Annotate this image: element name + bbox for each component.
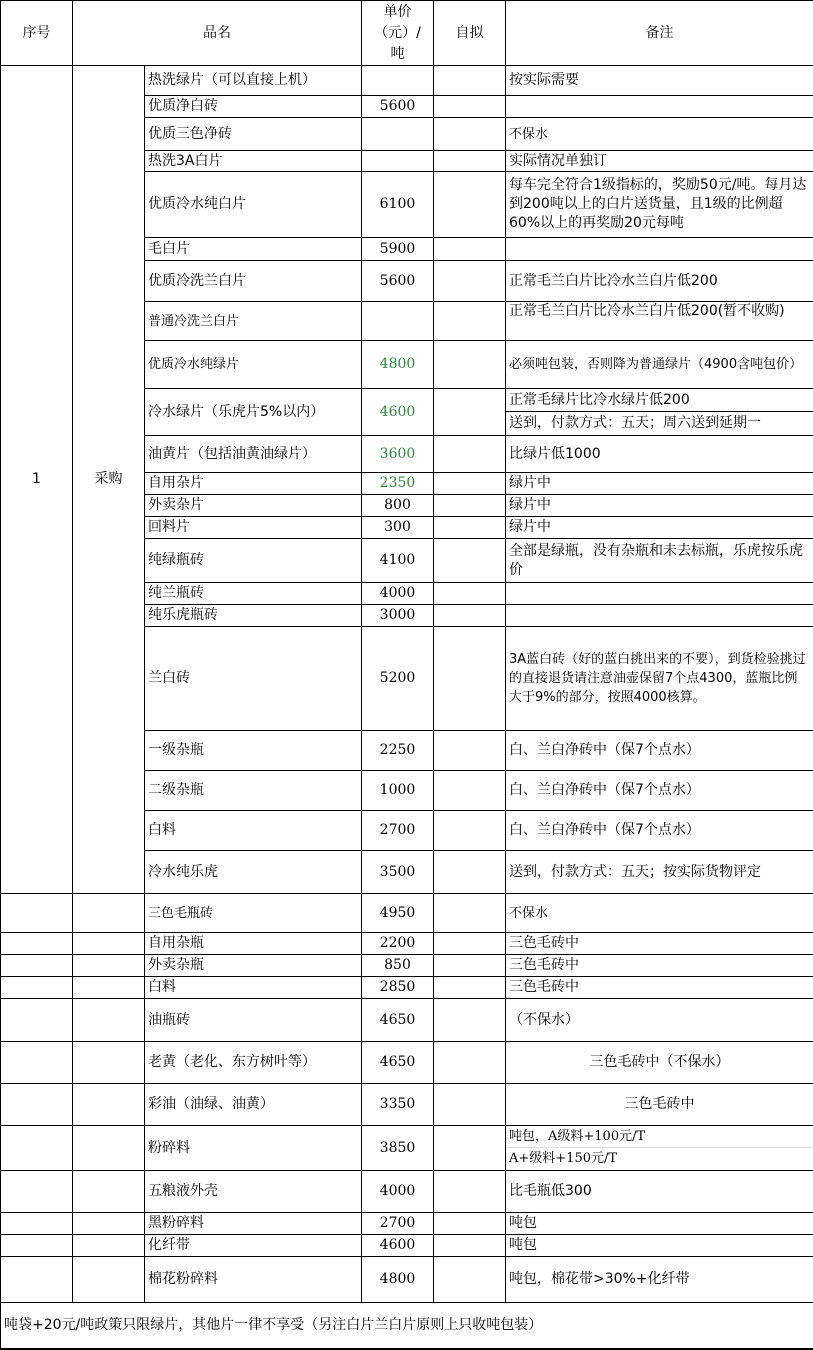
item-price: 2200: [362, 933, 434, 955]
item-self: [434, 341, 506, 389]
item-self: [434, 851, 506, 894]
header-price-line3: 吨: [390, 45, 405, 62]
seq-cell: [1, 1235, 73, 1257]
item-self: [434, 1126, 506, 1171]
item-price: 2850: [362, 977, 434, 999]
seq-cell: [1, 933, 73, 955]
item-price: 5600: [362, 96, 434, 118]
table-row: [1, 66, 813, 96]
item-note: 三色毛砖中（不保水）: [506, 1042, 813, 1084]
item-note: 送到，付款方式：五天；按实际货物评定: [506, 851, 813, 894]
item-name: 冷水纯乐虎: [145, 851, 362, 894]
category-cell: [73, 1257, 145, 1303]
table-row: [1, 933, 813, 955]
item-name: 自用杂片: [145, 473, 362, 495]
item-price: 4800: [362, 1257, 434, 1303]
item-note: 白、兰白净砖中（保7个点水）: [506, 731, 813, 771]
item-self: [434, 517, 506, 539]
item-note: 绿片中: [506, 473, 813, 495]
item-price: [362, 66, 434, 96]
item-name: 普通冷洗兰白片: [145, 302, 362, 341]
item-note: [506, 96, 813, 118]
seq-cell: [1, 999, 73, 1042]
category-cell: [73, 1126, 145, 1171]
table-row: [1, 999, 813, 1042]
item-note: 吨包: [506, 1213, 813, 1235]
item-name: 油瓶砖: [145, 999, 362, 1042]
item-name: 外卖杂瓶: [145, 955, 362, 977]
item-name: 纯兰瓶砖: [145, 583, 362, 605]
item-price: 2700: [362, 811, 434, 851]
item-self: [434, 955, 506, 977]
item-self: [434, 894, 506, 933]
item-price: 3500: [362, 851, 434, 894]
item-name: 外卖杂片: [145, 495, 362, 517]
item-price: 2250: [362, 731, 434, 771]
item-note-line1: 正常毛绿片比冷水绿片低200: [506, 389, 813, 412]
item-self: [434, 495, 506, 517]
seq-cell: [1, 955, 73, 977]
item-note-line2: 送到，付款方式：五天；周六送到延期一: [509, 415, 761, 431]
item-price: 4100: [362, 539, 434, 583]
item-self: [434, 1235, 506, 1257]
seq-cell: [1, 894, 73, 933]
item-name: 优质冷水纯白片: [145, 172, 362, 238]
item-name: 粉碎料: [145, 1126, 362, 1171]
item-price: 4600: [362, 389, 434, 436]
category-cell: [73, 933, 145, 955]
item-name: 彩油（油绿、油黄）: [145, 1084, 362, 1126]
item-price: [362, 118, 434, 151]
header-name: 品名: [73, 1, 362, 66]
item-name: 白料: [145, 811, 362, 851]
item-note-line2: A+级料+150元/T: [509, 1151, 618, 1166]
item-price: 4000: [362, 1171, 434, 1213]
item-name: 冷水绿片（乐虎片5%以内）: [145, 389, 362, 436]
table-row: [1, 1042, 813, 1084]
item-name: 毛白片: [145, 238, 362, 261]
table-row: [1, 977, 813, 999]
item-self: [434, 261, 506, 302]
item-note: 吨包，棉花带>30%+化纤带: [506, 1257, 813, 1303]
item-price: 2700: [362, 1213, 434, 1235]
header-note: 备注: [506, 1, 813, 66]
table-row: [1, 1213, 813, 1235]
item-self: [434, 66, 506, 96]
item-note: 比毛瓶低300: [506, 1171, 813, 1213]
category-cell: [73, 1084, 145, 1126]
item-name: 优质净白砖: [145, 96, 362, 118]
item-self: [434, 627, 506, 731]
item-self: [434, 389, 506, 436]
item-price: 3600: [362, 436, 434, 473]
item-self: [434, 605, 506, 627]
item-name: 热洗绿片（可以直接上机）: [145, 66, 362, 96]
item-note: 每车完全符合1级指标的，奖励50元/吨。每月达到200吨以上的白片送货量，且1级的比例超60%以上的再奖励20元每吨: [506, 172, 813, 238]
table-row: [1, 1126, 813, 1171]
item-note: 白、兰白净砖中（保7个点水）: [506, 811, 813, 851]
item-name: 优质三色净砖: [145, 118, 362, 151]
seq-cell: [1, 1084, 73, 1126]
item-self: [434, 302, 506, 341]
item-price: 1000: [362, 771, 434, 811]
item-name: 二级杂瓶: [145, 771, 362, 811]
item-name: 优质冷水纯绿片: [145, 341, 362, 389]
item-note: 三色毛砖中: [506, 955, 813, 977]
item-self: [434, 118, 506, 151]
item-name: 黑粉碎料: [145, 1213, 362, 1235]
item-self: [434, 999, 506, 1042]
item-note: [506, 389, 813, 436]
item-self: [434, 977, 506, 999]
item-price: 4650: [362, 999, 434, 1042]
item-price: 850: [362, 955, 434, 977]
table-row: [1, 955, 813, 977]
seq-cell: 1: [1, 66, 73, 894]
item-note: 必须吨包装，否则降为普通绿片（4900含吨包价）: [506, 341, 813, 389]
item-name: 纯绿瓶砖: [145, 539, 362, 583]
item-price: [362, 302, 434, 341]
item-note: 实际情况单独订: [506, 151, 813, 172]
item-self: [434, 731, 506, 771]
seq-cell: [1, 1171, 73, 1213]
item-self: [434, 811, 506, 851]
seq-cell: [1, 1257, 73, 1303]
item-price: 2350: [362, 473, 434, 495]
item-self: [434, 436, 506, 473]
item-note-text: 正常毛兰白片比冷水兰白片低200(暂不收购): [509, 303, 785, 319]
item-self: [434, 583, 506, 605]
item-self: [434, 539, 506, 583]
item-note: 三色毛砖中: [506, 1084, 813, 1126]
item-name: 兰白砖: [145, 627, 362, 731]
item-name: 热洗3A白片: [145, 151, 362, 172]
item-self: [434, 96, 506, 118]
item-price: 5200: [362, 627, 434, 731]
table-row: [1, 1257, 813, 1303]
item-name: 一级杂瓶: [145, 731, 362, 771]
item-note: 三色毛砖中: [506, 977, 813, 999]
item-note: （不保水）: [506, 999, 813, 1042]
item-self: [434, 1084, 506, 1126]
header-price-line2: （元）/: [374, 24, 421, 41]
category-cell: [73, 999, 145, 1042]
item-note: [506, 1126, 813, 1171]
header-row: [1, 1, 813, 66]
item-name: 五粮液外壳: [145, 1171, 362, 1213]
category-cell: [73, 1235, 145, 1257]
item-name: 棉花粉碎料: [145, 1257, 362, 1303]
item-note: 不保水: [506, 118, 813, 151]
item-note: [506, 583, 813, 605]
item-self: [434, 933, 506, 955]
item-note: 比绿片低1000: [506, 436, 813, 473]
item-self: [434, 1042, 506, 1084]
item-note: 绿片中: [506, 495, 813, 517]
item-name: 老黄（老化、东方树叶等）: [145, 1042, 362, 1084]
item-name: 化纤带: [145, 1235, 362, 1257]
item-note: 3A蓝白砖（好的蓝白挑出来的不要），到货检验挑过的直接退货请注意油壶保留7个点4300，蓝瓶比例大于9%的部分，按照4000核算。: [506, 627, 813, 731]
item-self: [434, 771, 506, 811]
seq-cell: [1, 977, 73, 999]
item-price: 6100: [362, 172, 434, 238]
item-note-line1: 吨包，A级料+100元/T: [506, 1126, 813, 1148]
item-name: 回料片: [145, 517, 362, 539]
header-price: [362, 1, 434, 66]
item-price: 800: [362, 495, 434, 517]
item-note: [506, 302, 813, 341]
category-cell: [73, 977, 145, 999]
item-note: [506, 238, 813, 261]
item-note: 吨包: [506, 1235, 813, 1257]
item-name: 白料: [145, 977, 362, 999]
item-self: [434, 1257, 506, 1303]
table-row: [1, 1171, 813, 1213]
item-note: 三色毛砖中: [506, 933, 813, 955]
footer-row: [1, 1303, 813, 1349]
item-price: 4950: [362, 894, 434, 933]
item-note: 按实际需要: [506, 66, 813, 96]
item-price: 3850: [362, 1126, 434, 1171]
item-price: 4000: [362, 583, 434, 605]
item-price: 5600: [362, 261, 434, 302]
table-row: [1, 1084, 813, 1126]
item-note: 正常毛兰白片比冷水兰白片低200: [506, 261, 813, 302]
header-seq: 序号: [1, 1, 73, 66]
header-self: 自拟: [434, 1, 506, 66]
item-self: [434, 238, 506, 261]
table-row: [1, 894, 813, 933]
header-price-line1: 单价: [383, 3, 412, 20]
item-note: 全部是绿瓶，没有杂瓶和未去标瓶，乐虎按乐虎价: [506, 539, 813, 583]
item-name: 油黄片（包括油黄油绿片）: [145, 436, 362, 473]
item-note: 绿片中: [506, 517, 813, 539]
item-price: 3000: [362, 605, 434, 627]
item-price: 4650: [362, 1042, 434, 1084]
category-cell: [73, 1213, 145, 1235]
item-self: [434, 1171, 506, 1213]
item-price: [362, 151, 434, 172]
table-row: [1, 1235, 813, 1257]
category-cell: [73, 1171, 145, 1213]
item-note: [506, 605, 813, 627]
item-self: [434, 172, 506, 238]
item-note: 白、兰白净砖中（保7个点水）: [506, 771, 813, 811]
category-cell: 采购: [73, 66, 145, 894]
category-cell: [73, 955, 145, 977]
footer-note: 吨袋+20元/吨政策只限绿片，其他片一律不享受（另注白片兰白片原则上只收吨包装）: [1, 1303, 813, 1349]
item-name: 自用杂瓶: [145, 933, 362, 955]
seq-cell: [1, 1213, 73, 1235]
item-self: [434, 151, 506, 172]
item-price: 4600: [362, 1235, 434, 1257]
seq-cell: [1, 1042, 73, 1084]
item-price: 5900: [362, 238, 434, 261]
item-note: 不保水: [506, 894, 813, 933]
category-cell: [73, 1042, 145, 1084]
category-cell: [73, 894, 145, 933]
item-self: [434, 473, 506, 495]
item-price: 300: [362, 517, 434, 539]
seq-cell: [1, 1126, 73, 1171]
item-name: 优质冷洗兰白片: [145, 261, 362, 302]
item-price: 3350: [362, 1084, 434, 1126]
item-price: 4800: [362, 341, 434, 389]
item-name: 纯乐虎瓶砖: [145, 605, 362, 627]
item-name: 三色毛瓶砖: [145, 894, 362, 933]
item-self: [434, 1213, 506, 1235]
